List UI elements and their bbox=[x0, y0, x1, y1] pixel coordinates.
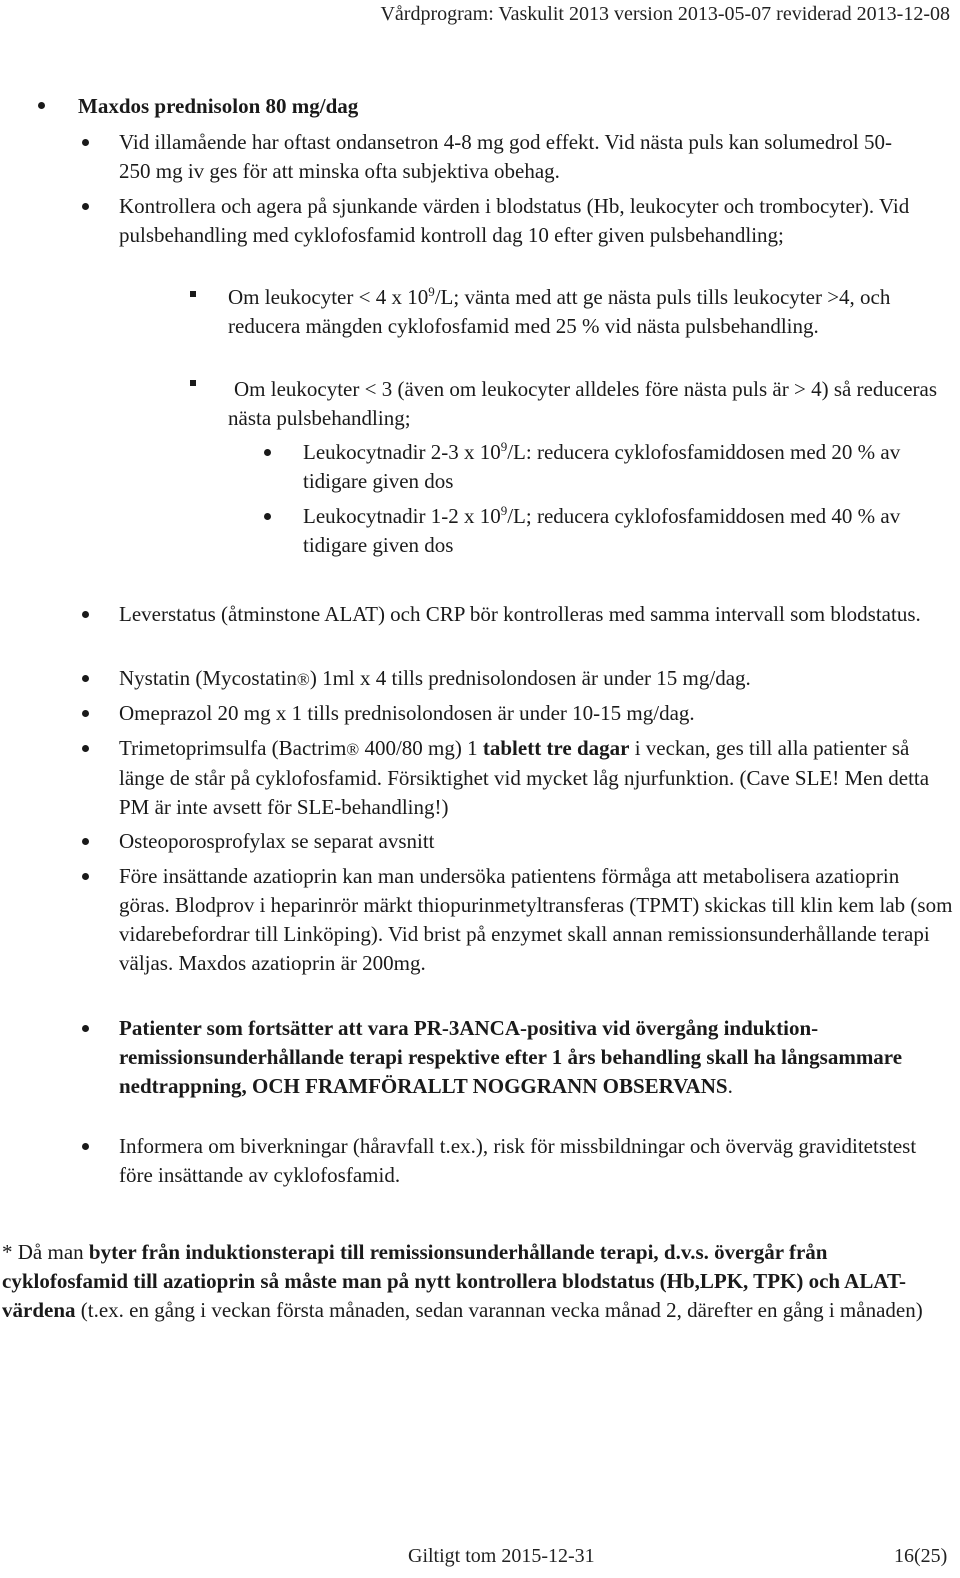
footnote-text-b: (t.ex. en gång i veckan första månaden, sedan varannan vecka månad 2, därefter en gång i månaden) bbox=[75, 1298, 923, 1322]
leverstatus-item: Leverstatus (åtminstone ALAT) och CRP bör kontrolleras med samma intervall som blodstatus. bbox=[119, 602, 921, 626]
page-header: Vårdprogram: Vaskulit 2013 version 2013-05-07 reviderad 2013-12-08 bbox=[380, 3, 950, 25]
pr3-end: . bbox=[727, 1074, 733, 1098]
maxdos-item: Maxdos prednisolon 80 mg/dag bbox=[78, 94, 359, 118]
page-footer bbox=[0, 1542, 960, 1570]
sub2a-sup: 9 bbox=[500, 439, 508, 454]
sub2b-text-a: Leukocytnadir 1-2 x 10 bbox=[303, 504, 501, 528]
kontrollera-item bbox=[119, 192, 949, 250]
valid-until: Giltigt tom 2015-12-31 bbox=[408, 1545, 595, 1567]
sub2a-text-b: /L: reducera cyklofosfamiddosen med 20 % av tidigare given dos bbox=[303, 440, 901, 493]
footnote-text-a: * Då man bbox=[2, 1240, 89, 1264]
trimetoprim-text-b: 400/80 mg) 1 bbox=[359, 736, 483, 760]
trimetoprim-item bbox=[119, 734, 955, 822]
sub-item-nadir-2-3 bbox=[303, 438, 943, 496]
page-number: 16(25) bbox=[894, 1545, 948, 1567]
kontrollera-text: Kontrollera och agera på sjunkande värden i blodstatus (Hb, leukocyter och trombocyter). Vid pulsbehandling med cyklofosfamid kontroll dag 10 efter given pulsbehandling; bbox=[119, 194, 910, 247]
azatioprin-item: Före insättande azatioprin kan man undersöka patientens förmåga att metabolisera azatioprin göras. Blodprov i heparinrör märkt thiopurinmetyltransferas (TPMT) skickas till klin kem lab (som vidarebefordrar till Linköping). Vid brist på enzymet skall annan remissionsunderhållande terapi väljas. Maxdos azatioprin är 200mg. bbox=[119, 864, 953, 975]
sub-item-leukocyter-3: Om leukocyter < 3 (även om leukocyter alldeles före nästa puls är > 4) så reduceras nästa pulsbehandling; bbox=[228, 377, 937, 430]
sub1-text-a: Om leukocyter < 4 x 10 bbox=[228, 285, 429, 309]
pr3-bold: Patienter som fortsätter att vara PR-3ANCA-positiva vid övergång induktion-remissionsunderhållande terapi respektive efter 1 års behandling skall ha långsammare nedtrappning, OCH FRAMFÖRALLT NOGGRANN OBSERVANS bbox=[119, 1016, 903, 1098]
registered-mark: ® bbox=[346, 740, 360, 759]
nystatin-text-a: Nystatin (Mycostatin bbox=[119, 666, 297, 690]
omeprazol-item: Omeprazol 20 mg x 1 tills prednisolondosen är under 10-15 mg/dag. bbox=[119, 701, 695, 725]
sub2b-sup: 9 bbox=[500, 503, 508, 518]
footnote bbox=[2, 1238, 957, 1325]
sub1-text-b: /L; vänta med att ge nästa puls tills leukocyter >4, och reducera mängden cyklofosfamid med 25 % vid nästa pulsbehandling. bbox=[228, 285, 891, 338]
sub2b-text-b: /L; reducera cyklofosfamiddosen med 40 % av tidigare given dos bbox=[303, 504, 901, 557]
registered-mark: ® bbox=[296, 670, 310, 689]
informera-item: Informera om biverkningar (håravfall t.ex.), risk för missbildningar och överväg graviditetstest före insättande av cyklofosfamid. bbox=[119, 1134, 917, 1187]
trimetoprim-text-c: i veckan, ges till alla patienter så länge de står på cyklofosfamid. Försiktighet vid mycket låg njurfunktion. (Cave SLE! Men detta PM är inte avsett för SLE-behandling!) bbox=[119, 736, 930, 819]
trimetoprim-text-a: Trimetoprimsulfa (Bactrim bbox=[119, 736, 347, 760]
pr3-item bbox=[119, 1014, 955, 1101]
nystatin-item bbox=[119, 664, 949, 694]
sub-item-nadir-1-2 bbox=[303, 502, 943, 560]
sub1-sup: 9 bbox=[428, 284, 435, 299]
nystatin-text-b: ) 1ml x 4 tills prednisolondosen är under 15 mg/dag. bbox=[309, 666, 751, 690]
trimetoprim-bold: tablett tre dagar bbox=[482, 736, 630, 760]
footnote-bold: byter från induktionsterapi till remissionsunderhållande terapi, d.v.s. övergår från cyklofosfamid till azatioprin så måste man på nytt kontrollera blodstatus (Hb,LPK, TPK) och ALAT-värdena bbox=[2, 1240, 907, 1322]
sub2a-text-a: Leukocytnadir 2-3 x 10 bbox=[303, 440, 501, 464]
sub-item-leukocyter-4 bbox=[228, 283, 948, 341]
osteoporos-item: Osteoporosprofylax se separat avsnitt bbox=[119, 829, 435, 853]
illamaende-item: Vid illamående har oftast ondansetron 4-8 mg god effekt. Vid nästa puls kan solumedrol 50-250 mg iv ges för att minska ofta subjektiva obehag. bbox=[119, 130, 892, 183]
